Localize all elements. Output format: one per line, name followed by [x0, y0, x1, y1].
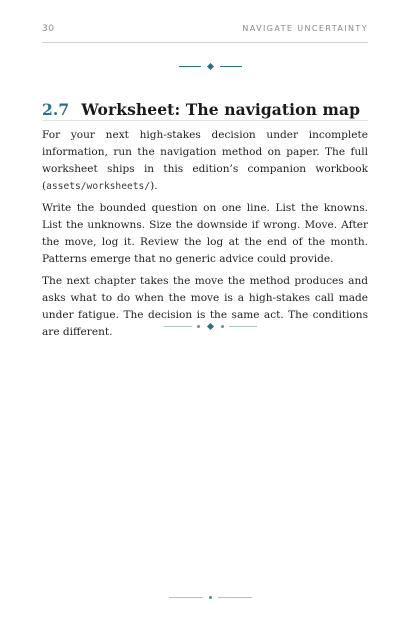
- running-header: [42, 22, 368, 43]
- body-text: [42, 127, 368, 346]
- paragraph-1: [42, 127, 368, 195]
- ornament-line: [220, 66, 242, 67]
- footer-ornament: [0, 596, 420, 599]
- section-number: 2.7: [42, 100, 70, 119]
- diamond-icon: [206, 63, 213, 70]
- dot-icon: [197, 325, 200, 328]
- top-ornament: [0, 64, 420, 69]
- ornament-line: [229, 326, 257, 327]
- running-title: NAVIGATE UNCERTAINTY: [242, 24, 368, 33]
- ornament-line: [218, 597, 252, 598]
- dot-icon: [221, 325, 224, 328]
- ornament-line: [179, 66, 201, 67]
- diamond-icon: [206, 323, 213, 330]
- ornament-line: [169, 597, 203, 598]
- dot-icon: [209, 596, 212, 599]
- section-end-ornament: [0, 324, 420, 329]
- section-title: Worksheet: The navigation map: [81, 100, 361, 119]
- worksheet-path: assets/worksheets/: [46, 181, 151, 192]
- paragraph-1-end: ).: [150, 180, 158, 192]
- section-heading: [42, 100, 360, 119]
- heading-divider: [42, 120, 368, 121]
- page-number: 30: [42, 24, 55, 34]
- ornament-line: [164, 326, 192, 327]
- paragraph-1-text: For your next high-stakes decision under incomplete information, run the navigation method on paper. The full worksheet ships in this edition’s companion workbook (: [42, 129, 368, 192]
- paragraph-2: Write the bounded question on one line. List the knowns. List the unknowns. Size the downside if wrong. Move. After the move, log it. Review the log at the end of the month. Patterns emerge that no generic advice could provide.: [42, 202, 368, 265]
- paragraph-3: The next chapter takes the move the method produces and asks what to do when the move is a high-stakes call made under fatigue. The decision is the same act. The conditions are different.: [42, 275, 368, 338]
